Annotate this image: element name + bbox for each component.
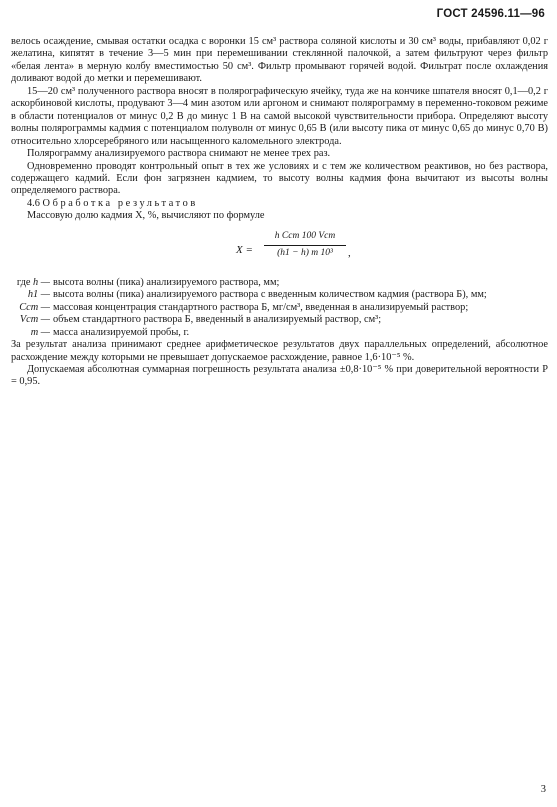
definition-text: масса анализируемой пробы, г. [53,326,190,338]
paragraph: Массовую долю кадмия X, %, вычисляют по формуле [27,210,265,222]
document-body [11,36,548,389]
definition-row: Cст — массовая концентрация стандартного раствора Б, мг/см³, введенная в анализируемый раствор; [11,302,548,314]
page-number: 3 [540,784,546,795]
definition-symbol: h [33,276,39,288]
formula-comma: , [348,246,351,259]
definition-row: Vст — объем стандартного раствора Б, введенный в анализируемый раствор, см³; [11,314,548,326]
paragraph: 15—20 см³ полученного раствора вносят в полярографическую ячейку, туда же на кончике шпателя вносят 0,1—0,2 г аскорбиновой кислоты, продувают 3—4 мин азотом или аргоном и снимают полярограмму в переменно-токовом режиме в области потенциалов от минус 0,2 В до минус 1 В на самой высокой чувствительности прибора. Определяют высоту волны полярограммы кадмия с потенциалом полуволн от минус 0,65 В (или высоту пика от минус 0,65 до минус 0,70 В) относительно хлорсеребряного или насыщенного каломельного электрода. [11,85,548,147]
definition-text: массовая концентрация стандартного раствора Б, мг/см³, введенная в анализируемый раствор; [53,301,469,313]
definition-row: m — масса анализируемой пробы, г. [11,327,548,339]
standard-header: ГОСТ 24596.11—96 [436,8,545,20]
definition-symbol: Vст [19,314,39,326]
paragraph: Допускаемая абсолютная суммарная погрешность результата анализа ±0,8·10⁻⁵ % при доверительной вероятности P = 0,95. [11,363,548,388]
symbol-definitions [11,277,548,339]
paragraph: Одновременно проводят контрольный опыт в тех же условиях и с тем же количеством реактивов, но без раствора, содержащего кадмий. Если фон загрязнен кадмием, то высоту волны кадмия фона вычитают из высоты волны определяемого раствора. [11,160,548,197]
formula [11,227,548,275]
definition-symbol: m [30,326,39,338]
fraction-bar [264,245,346,246]
definition-text: высота волны (пика) анализируемого раствора с введенным количеством кадмия (раствора Б), мм; [53,289,487,301]
paragraph: велось осаждение, смывая остатки осадка с воронки 15 см³ раствора соляной кислоты и 30 см³ воды, прибавляют 0,02 г желатина, кипятят в течение 3—5 мин при перемешивании стеклянной палочкой, а затем фильтруют через фильтр «белая лента» в мерную колбу вместимостью 50 см³. Фильтр промывают горячей водой. Фильтрат после охлаждения доливают водой до метки и перемешивают. [11,36,548,85]
section-heading [11,198,548,210]
definition-symbol: Cст [19,301,39,313]
section-title: Обработка результатов [42,197,198,209]
definition-text: высота волны (пика) анализируемого раствора, мм; [53,276,280,288]
formula-fraction [264,231,346,259]
definition-symbol: h1 [27,289,39,301]
definition-text: объем стандартного раствора Б, введенный в анализируемый раствор, см³; [53,314,382,326]
paragraph: За результат анализа принимают среднее арифметическое результатов двух параллельных определений, абсолютное расхождение между которыми не превышает допускаемое расхождение, равное 1,6·10⁻⁵ %. [11,339,548,363]
formula-denominator: (h1 − h) m 10³ [277,247,333,258]
paragraph: Полярограмму анализируемого раствора снимают не менее трех раз. [27,148,331,160]
definition-row: где h — высота волны (пика) анализируемого раствора, мм; [11,277,548,289]
where-word: где [16,276,31,288]
formula-numerator: h Cст 100 Vст [274,230,336,241]
section-number: 4.6 [27,197,40,209]
definition-row: h1 — высота волны (пика) анализируемого раствора с введенным количеством кадмия (раствора Б), мм; [11,289,548,301]
formula-lhs: X = [236,243,253,256]
